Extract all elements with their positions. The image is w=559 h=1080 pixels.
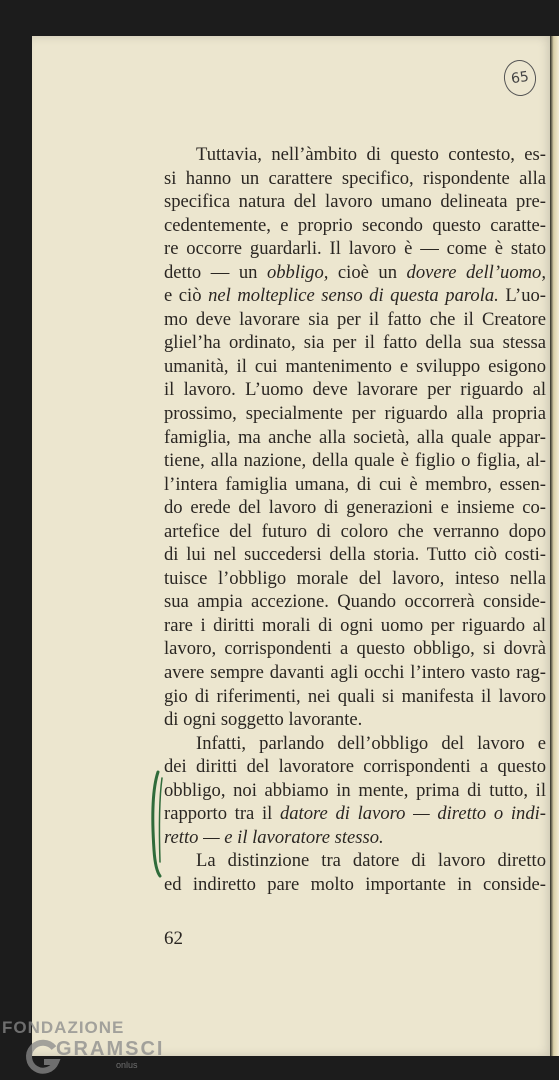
text-line <box>164 143 546 167</box>
text-run: ed indiretto pare molto importante in conside- <box>164 873 546 895</box>
text-run: L’uo- <box>498 285 547 307</box>
text-line <box>164 449 546 473</box>
text-run: re occorre guardarli. Il lavoro è — come è stato <box>164 238 546 260</box>
fondazione-gramsci-watermark <box>0 1016 165 1080</box>
page-edge <box>550 36 559 1056</box>
text-line <box>164 849 546 873</box>
text-run: famiglia, ma anche alla società, alla quale appar- <box>164 426 546 448</box>
text-run: lavoro, corrispondenti a questo obbligo, si dovrà <box>164 638 546 660</box>
margin-bracket-mark <box>148 770 168 880</box>
italic-text: datore di lavoro — diretto o indi- <box>279 803 546 825</box>
text-run: tuisce l’obbligo morale del lavoro, inteso nella <box>164 567 546 589</box>
text-run: obbligo, noi abbiamo in mente, prima di tutto, il <box>164 779 546 801</box>
text-line <box>164 496 546 520</box>
text-run: e ciò <box>164 285 209 307</box>
text-run: prossimo, specialmente per riguardo alla propria <box>164 403 546 425</box>
text-line <box>164 567 546 591</box>
text-line <box>164 402 546 426</box>
text-line <box>164 237 546 261</box>
text-line <box>164 331 546 355</box>
italic-text: dovere dell’uomo, <box>406 261 547 283</box>
text-line <box>164 802 546 826</box>
text-run: si hanno un carattere specifico, rispondente alla <box>164 167 546 189</box>
text-line <box>164 261 546 285</box>
text-line <box>164 685 546 709</box>
text-line <box>164 614 546 638</box>
text-line <box>164 308 546 332</box>
text-run: artefice del futuro di coloro che verranno dopo <box>164 520 546 542</box>
body-text <box>164 143 546 897</box>
text-run: rapporto tra il <box>164 803 280 825</box>
watermark-line2: GRAMSCI <box>56 1038 165 1060</box>
handwritten-folio-number: 65 <box>502 58 539 98</box>
text-run: di lui nel succedersi della storia. Tutto ciò costi- <box>164 544 546 566</box>
text-line <box>164 190 546 214</box>
text-run: gio di riferimenti, nei quali si manifesta il lavoro <box>164 685 546 707</box>
text-line <box>164 708 546 732</box>
text-line <box>164 214 546 238</box>
text-line <box>164 378 546 402</box>
text-run: dei diritti del lavoratore corrispondenti a questo <box>164 756 546 778</box>
page-number: 62 <box>164 928 183 949</box>
text-run: rare i diritti morali di ogni uomo per riguardo al <box>164 614 546 636</box>
italic-text: retto — e il lavoratore stesso. <box>164 826 384 848</box>
text-run: cioè un <box>328 261 407 283</box>
text-run: do erede del lavoro di generazioni e insieme co- <box>164 497 546 519</box>
text-run: glielʼha ordinato, sia per il fatto della sua stessa <box>164 332 546 354</box>
text-run: Tuttavia, nell’àmbito di questo contesto, es- <box>196 144 546 165</box>
text-line <box>164 543 546 567</box>
text-line <box>164 755 546 779</box>
text-run: avere sempre davanti agli occhi l’intero vasto rag- <box>164 662 546 684</box>
text-line <box>164 284 546 308</box>
text-run: sua ampia accezione. Quando occorrerà conside- <box>164 591 546 613</box>
text-run: Infatti, parlando dell’obbligo del lavoro e <box>196 732 546 754</box>
watermark-line1: FONDAZIONE <box>2 1018 125 1037</box>
text-line <box>164 779 546 803</box>
text-line <box>164 167 546 191</box>
italic-text: obbligo, <box>266 261 329 283</box>
text-run: il lavoro. L’uomo deve lavorare per riguardo al <box>164 379 546 401</box>
text-line <box>164 661 546 685</box>
text-run: l’intera famiglia umana, di cui è membro, essen- <box>164 473 546 495</box>
text-line <box>164 426 546 450</box>
text-run: detto — un <box>164 261 267 283</box>
text-run: cedentemente, e proprio secondo questo caratte- <box>164 214 546 236</box>
text-line <box>164 473 546 497</box>
text-run: di ogni soggetto lavorante. <box>164 709 363 731</box>
text-line <box>164 826 546 850</box>
italic-text: nel molteplice senso di questa parola. <box>208 285 499 307</box>
text-line <box>164 520 546 544</box>
text-line <box>164 732 546 756</box>
text-run: tiene, alla nazione, della quale è figlio o figlia, al- <box>164 450 546 472</box>
text-line <box>164 873 546 897</box>
text-line <box>164 590 546 614</box>
text-run: specifica natura del lavoro umano delineata pre- <box>164 191 546 213</box>
text-line <box>164 637 546 661</box>
text-run: La distinzione tra datore di lavoro diretto <box>196 850 546 872</box>
text-run: mo deve lavorare sia per il fatto che il Creatore <box>164 308 546 330</box>
watermark-line3: onlus <box>116 1060 138 1070</box>
text-run: umanità, il cui mantenimento e sviluppo esigono <box>164 355 546 377</box>
text-line <box>164 355 546 379</box>
